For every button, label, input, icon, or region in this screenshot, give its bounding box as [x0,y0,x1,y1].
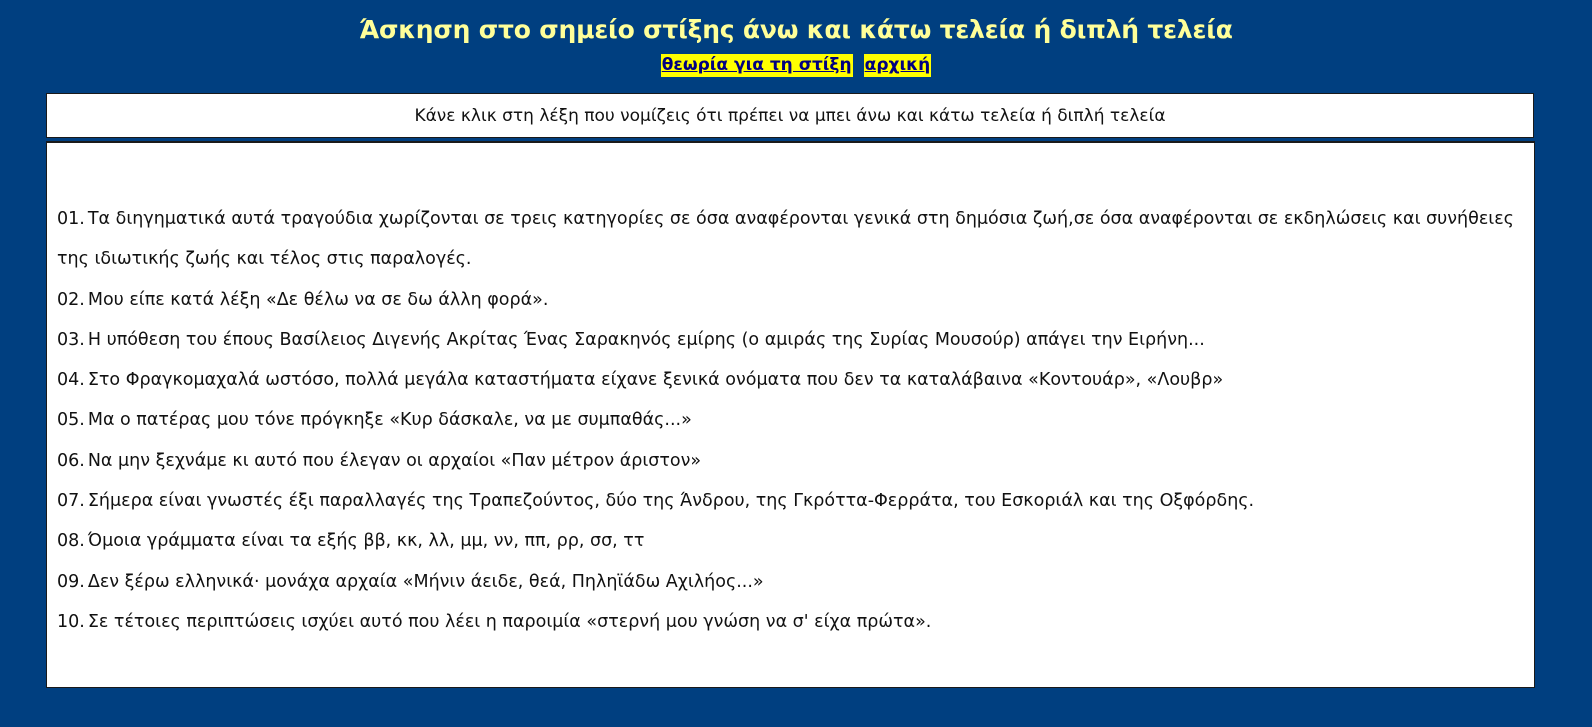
sentence-number: 05. [57,410,85,431]
sentence-number: 02. [57,289,85,310]
sentence-number: 04. [57,370,85,391]
sentence-number: 01. [57,209,85,229]
sentence-text[interactable]: Τα διηγηματικά αυτά τραγούδια χωρίζονται σε τρεις κατηγορίες σε όσα αναφέρονται γενικά στη δημόσια ζωή,σε όσα αναφέρονται σε εκδηλώσεις και συνήθειες της ιδιωτικής ζωής και τέλος στις παραλογές. [57,209,1514,270]
sentence-10 [57,602,1524,642]
sentence-text[interactable]: Σήμερα είναι γνωστές έξι παραλλαγές της Τραπεζούντος, δύο της Άνδρου, της Γκρόττα-Φερράτα, του Εσκοριάλ και της Οξφόρδης. [87,491,1255,512]
page-title: Άσκηση στο σημείο στίξης άνω και κάτω τελεία ή διπλή τελεία [359,15,1233,44]
sentence-text[interactable]: Μα ο πατέρας μου τόνε πρόγκηξε «Κυρ δάσκαλε, να με συμπαθάς...» [87,410,692,431]
sentence-07 [57,481,1524,521]
sentence-text[interactable]: Η υπόθεση του έπους Βασίλειος Διγενής Ακρίτας Ένας Σαρακηνός εμίρης (ο αμιράς της Συρίας Μουσούρ) απάγει την Ειρήνη... [87,329,1205,350]
theory-link[interactable]: θεωρία για τη στίξη [661,55,852,75]
instruction-box [46,93,1534,138]
sentence-03 [57,320,1524,360]
sentence-08 [57,521,1524,561]
sentence-02 [57,280,1524,320]
sentence-number: 07. [57,491,85,512]
sentence-text[interactable]: Όμοια γράμματα είναι τα εξής ββ, κκ, λλ, μμ, νν, ππ, ρρ, σσ, ττ [87,531,645,552]
exercise-box [46,141,1535,688]
instruction-text: Κάνε κλικ στη λέξη που νομίζεις ότι πρέπει να μπει άνω και κάτω τελεία ή διπλή τελεία [414,106,1166,126]
sentence-text[interactable]: Να μην ξεχνάμε κι αυτό που έλεγαν οι αρχαίοι «Παν μέτρον άριστον» [87,450,702,471]
sentence-05 [57,400,1524,440]
sentence-01 [57,199,1524,280]
sentence-text[interactable]: Στο Φραγκομαχαλά ωστόσο, πολλά μεγάλα καταστήματα είχανε ξενικά ονόματα που δεν τα καταλάβαινα «Κοντουάρ», «Λουβρ» [87,370,1224,391]
sentence-text[interactable]: Μου είπε κατά λέξη «Δε θέλω να σε δω άλλη φορά». [87,289,549,310]
sentence-number: 10. [57,611,85,632]
home-link[interactable]: αρχική [864,55,931,75]
sentence-number: 08. [57,531,85,552]
sentence-06 [57,441,1524,481]
sentence-number: 03. [57,329,85,350]
sentence-09 [57,562,1524,602]
sentence-04 [57,360,1524,400]
sentence-number: 09. [57,571,85,592]
sentence-number: 06. [57,450,85,471]
sentence-text[interactable]: Δεν ξέρω ελληνικά· μονάχα αρχαία «Μήνιν άειδε, θεά, Πηληϊάδω Αχιλήος...» [87,571,764,592]
sentence-text[interactable]: Σε τέτοιες περιπτώσεις ισχύει αυτό που λέει η παροιμία «στερνή μου γνώση να σ' είχα πρώτα». [87,611,932,632]
nav-links [0,54,1592,77]
